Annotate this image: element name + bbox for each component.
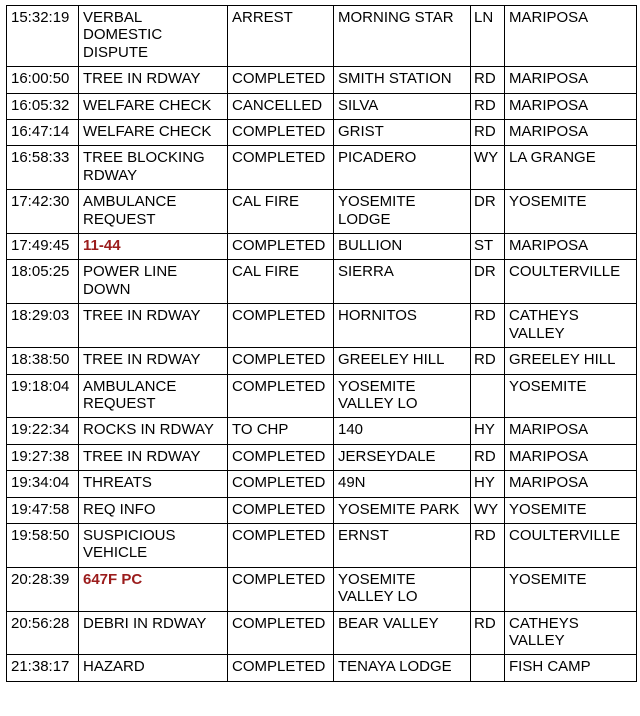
time-cell: 19:18:04 — [7, 374, 79, 418]
table-row — [7, 234, 637, 260]
table-row — [7, 120, 637, 146]
call-type-cell: WELFARE CHECK — [79, 93, 228, 119]
city-cell: MARIPOSA — [505, 471, 637, 497]
table-row — [7, 304, 637, 348]
city-cell: GREELEY HILL — [505, 348, 637, 374]
street-cell: HORNITOS — [334, 304, 471, 348]
call-type-cell: AMBULANCE REQUEST — [79, 190, 228, 234]
time-cell: 20:28:39 — [7, 567, 79, 611]
city-cell: MARIPOSA — [505, 234, 637, 260]
status-cell: COMPLETED — [228, 67, 334, 93]
street-suffix-cell: DR — [471, 260, 505, 304]
call-type-cell: TREE IN RDWAY — [79, 444, 228, 470]
call-type-cell: HAZARD — [79, 655, 228, 681]
time-cell: 17:42:30 — [7, 190, 79, 234]
street-cell: MORNING STAR — [334, 6, 471, 67]
call-type-cell: DEBRI IN RDWAY — [79, 611, 228, 655]
street-cell: 140 — [334, 418, 471, 444]
call-type-cell: REQ INFO — [79, 497, 228, 523]
status-cell: TO CHP — [228, 418, 334, 444]
city-cell: COULTERVILLE — [505, 523, 637, 567]
street-suffix-cell: RD — [471, 93, 505, 119]
street-cell: TENAYA LODGE — [334, 655, 471, 681]
street-suffix-cell: RD — [471, 120, 505, 146]
call-type-cell: VERBAL DOMESTIC DISPUTE — [79, 6, 228, 67]
street-suffix-cell: RD — [471, 304, 505, 348]
table-row — [7, 190, 637, 234]
call-log-rows — [7, 6, 637, 682]
table-row — [7, 471, 637, 497]
status-cell: COMPLETED — [228, 655, 334, 681]
call-type-cell: ROCKS IN RDWAY — [79, 418, 228, 444]
time-cell: 19:58:50 — [7, 523, 79, 567]
time-cell: 19:22:34 — [7, 418, 79, 444]
status-cell: COMPLETED — [228, 444, 334, 470]
call-type-cell: TREE IN RDWAY — [79, 348, 228, 374]
table-row — [7, 146, 637, 190]
city-cell: FISH CAMP — [505, 655, 637, 681]
status-cell: COMPLETED — [228, 234, 334, 260]
city-cell: COULTERVILLE — [505, 260, 637, 304]
street-suffix-cell: WY — [471, 146, 505, 190]
table-row — [7, 93, 637, 119]
street-suffix-cell: DR — [471, 190, 505, 234]
time-cell: 15:32:19 — [7, 6, 79, 67]
table-row — [7, 497, 637, 523]
call-type-cell: THREATS — [79, 471, 228, 497]
call-type-cell: TREE IN RDWAY — [79, 67, 228, 93]
street-cell: GRIST — [334, 120, 471, 146]
time-cell: 16:00:50 — [7, 67, 79, 93]
street-cell: JERSEYDALE — [334, 444, 471, 470]
time-cell: 19:27:38 — [7, 444, 79, 470]
status-cell: COMPLETED — [228, 304, 334, 348]
call-type-cell: 647F PC — [79, 567, 228, 611]
time-cell: 17:49:45 — [7, 234, 79, 260]
call-type-cell: 11-44 — [79, 234, 228, 260]
call-type-cell: TREE BLOCKING RDWAY — [79, 146, 228, 190]
table-row — [7, 6, 637, 67]
street-cell: GREELEY HILL — [334, 348, 471, 374]
call-log-table — [6, 5, 637, 682]
city-cell: CATHEYS VALLEY — [505, 611, 637, 655]
city-cell: MARIPOSA — [505, 418, 637, 444]
table-row — [7, 444, 637, 470]
table-row — [7, 567, 637, 611]
street-suffix-cell: RD — [471, 444, 505, 470]
status-cell: COMPLETED — [228, 523, 334, 567]
status-cell: COMPLETED — [228, 120, 334, 146]
call-type-cell: WELFARE CHECK — [79, 120, 228, 146]
status-cell: ARREST — [228, 6, 334, 67]
table-row — [7, 374, 637, 418]
street-cell: YOSEMITE VALLEY LO — [334, 567, 471, 611]
street-suffix-cell — [471, 655, 505, 681]
street-suffix-cell: WY — [471, 497, 505, 523]
call-type-cell: TREE IN RDWAY — [79, 304, 228, 348]
street-suffix-cell: RD — [471, 67, 505, 93]
street-cell: YOSEMITE VALLEY LO — [334, 374, 471, 418]
status-cell: CAL FIRE — [228, 190, 334, 234]
city-cell: YOSEMITE — [505, 190, 637, 234]
street-cell: SIERRA — [334, 260, 471, 304]
city-cell: YOSEMITE — [505, 567, 637, 611]
city-cell: YOSEMITE — [505, 374, 637, 418]
time-cell: 18:05:25 — [7, 260, 79, 304]
street-cell: 49N — [334, 471, 471, 497]
city-cell: LA GRANGE — [505, 146, 637, 190]
street-cell: BEAR VALLEY — [334, 611, 471, 655]
city-cell: MARIPOSA — [505, 6, 637, 67]
street-cell: YOSEMITE PARK — [334, 497, 471, 523]
table-row — [7, 348, 637, 374]
call-type-cell: AMBULANCE REQUEST — [79, 374, 228, 418]
street-cell: YOSEMITE LODGE — [334, 190, 471, 234]
street-cell: ERNST — [334, 523, 471, 567]
street-suffix-cell — [471, 567, 505, 611]
call-type-cell: SUSPICIOUS VEHICLE — [79, 523, 228, 567]
status-cell: COMPLETED — [228, 567, 334, 611]
status-cell: COMPLETED — [228, 497, 334, 523]
table-row — [7, 67, 637, 93]
time-cell: 16:58:33 — [7, 146, 79, 190]
time-cell: 18:29:03 — [7, 304, 79, 348]
street-suffix-cell: ST — [471, 234, 505, 260]
table-row — [7, 418, 637, 444]
table-row — [7, 655, 637, 681]
city-cell: CATHEYS VALLEY — [505, 304, 637, 348]
street-cell: SILVA — [334, 93, 471, 119]
time-cell: 21:38:17 — [7, 655, 79, 681]
time-cell: 16:05:32 — [7, 93, 79, 119]
street-cell: PICADERO — [334, 146, 471, 190]
status-cell: COMPLETED — [228, 348, 334, 374]
time-cell: 19:34:04 — [7, 471, 79, 497]
table-row — [7, 260, 637, 304]
time-cell: 19:47:58 — [7, 497, 79, 523]
table-row — [7, 611, 637, 655]
city-cell: MARIPOSA — [505, 120, 637, 146]
street-cell: BULLION — [334, 234, 471, 260]
status-cell: COMPLETED — [228, 471, 334, 497]
city-cell: MARIPOSA — [505, 67, 637, 93]
street-suffix-cell — [471, 374, 505, 418]
street-suffix-cell: HY — [471, 418, 505, 444]
city-cell: YOSEMITE — [505, 497, 637, 523]
street-suffix-cell: LN — [471, 6, 505, 67]
city-cell: MARIPOSA — [505, 93, 637, 119]
street-cell: SMITH STATION — [334, 67, 471, 93]
time-cell: 16:47:14 — [7, 120, 79, 146]
city-cell: MARIPOSA — [505, 444, 637, 470]
call-type-cell: POWER LINE DOWN — [79, 260, 228, 304]
status-cell: COMPLETED — [228, 146, 334, 190]
table-row — [7, 523, 637, 567]
street-suffix-cell: RD — [471, 348, 505, 374]
street-suffix-cell: RD — [471, 611, 505, 655]
status-cell: COMPLETED — [228, 611, 334, 655]
status-cell: COMPLETED — [228, 374, 334, 418]
time-cell: 18:38:50 — [7, 348, 79, 374]
street-suffix-cell: HY — [471, 471, 505, 497]
time-cell: 20:56:28 — [7, 611, 79, 655]
street-suffix-cell: RD — [471, 523, 505, 567]
status-cell: CAL FIRE — [228, 260, 334, 304]
status-cell: CANCELLED — [228, 93, 334, 119]
